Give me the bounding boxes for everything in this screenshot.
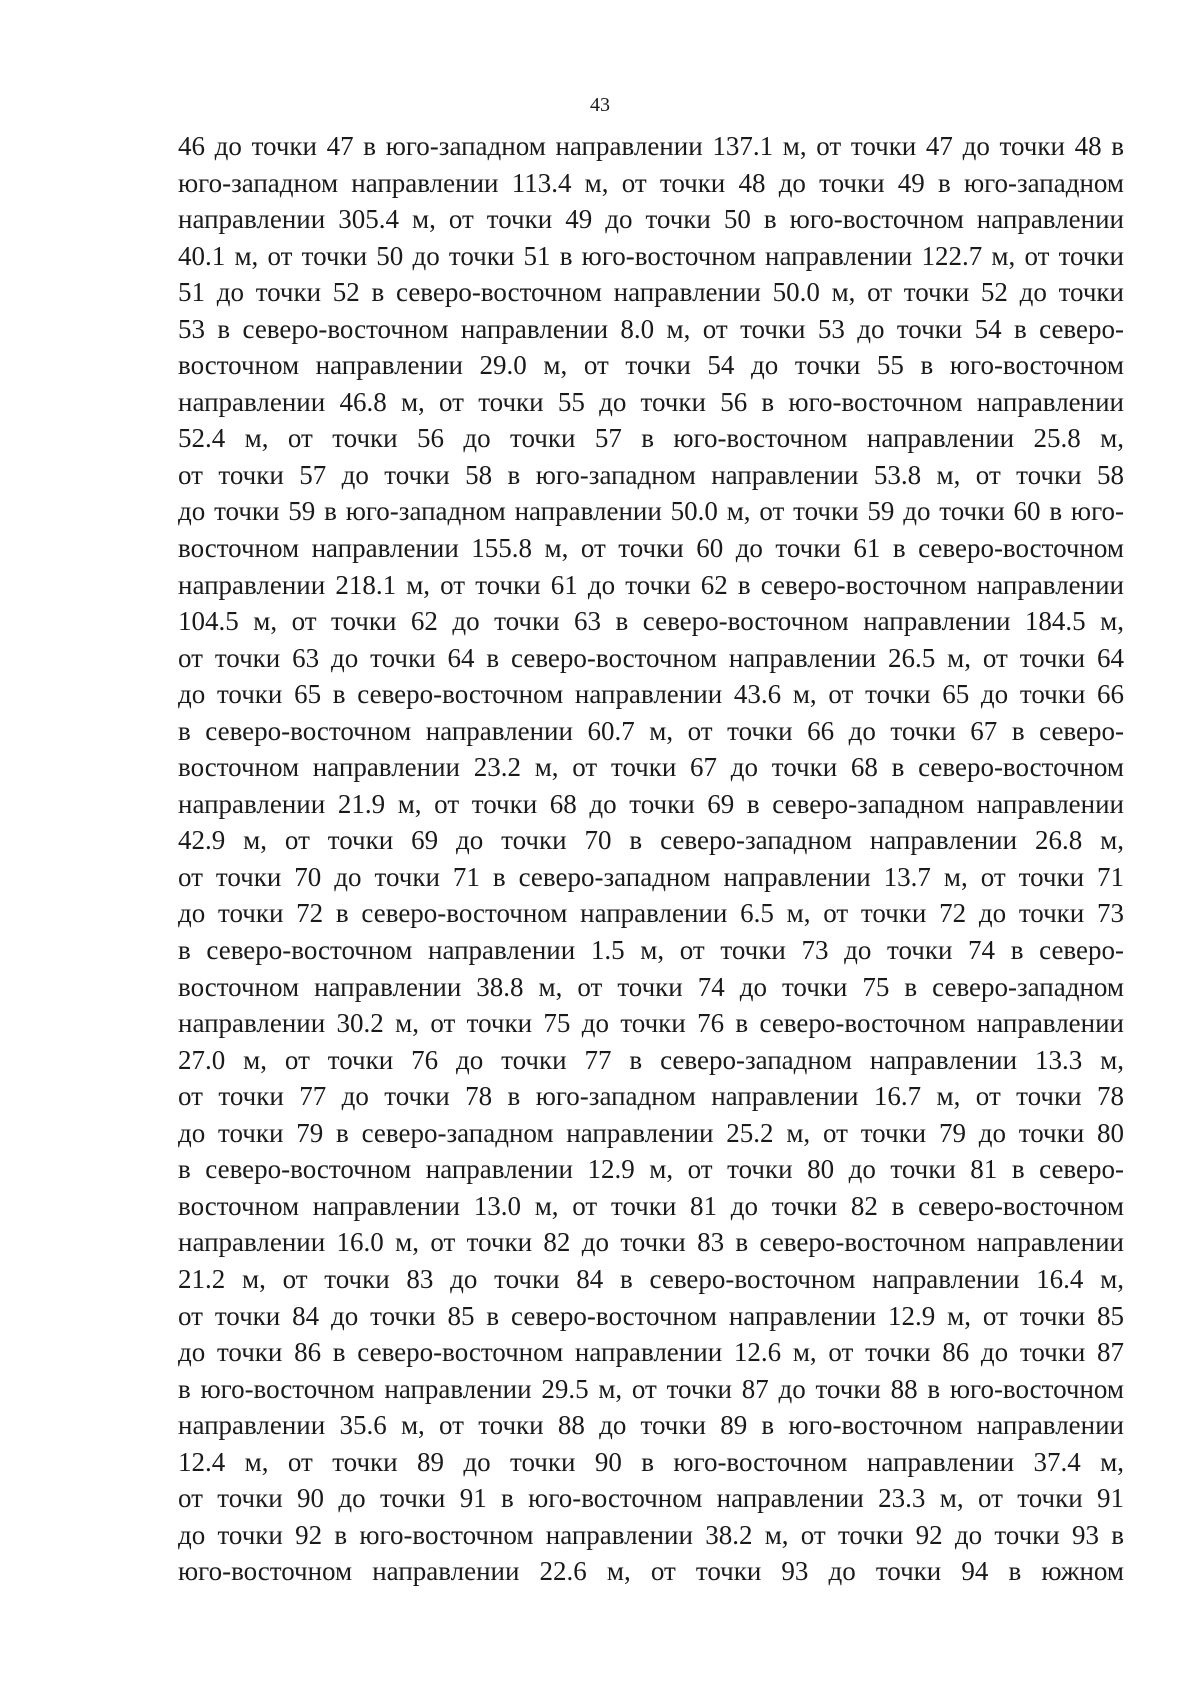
text-line: в северо-восточном направлении 12.9 м, от точки 80 до точки 81 в северо- (178, 1154, 1124, 1185)
text-line: в юго-восточном направлении 29.5 м, от точки 87 до точки 88 в юго-восточном (178, 1373, 1124, 1404)
text-line: 42.9 м, от точки 69 до точки 70 в северо-западном направлении 26.8 м, (178, 825, 1124, 856)
text-line: юго-западном направлении 113.4 м, от точки 48 до точки 49 в юго-западном (178, 167, 1124, 198)
text-line: в северо-восточном направлении 60.7 м, от точки 66 до точки 67 в северо- (178, 715, 1124, 746)
text-line: направлении 35.6 м, от точки 88 до точки 89 в юго-восточном направлении (178, 1410, 1124, 1441)
text-line: восточном направлении 29.0 м, от точки 54 до точки 55 в юго-восточном (178, 350, 1124, 381)
text-line: 53 в северо-восточном направлении 8.0 м, от точки 53 до точки 54 в северо- (178, 313, 1124, 344)
text-line: от точки 70 до точки 71 в северо-западном направлении 13.7 м, от точки 71 (178, 861, 1124, 892)
text-line: 21.2 м, от точки 83 до точки 84 в северо-восточном направлении 16.4 м, (178, 1263, 1124, 1294)
text-line: направлении 21.9 м, от точки 68 до точки 69 в северо-западном направлении (178, 788, 1124, 819)
text-line: восточном направлении 13.0 м, от точки 81 до точки 82 в северо-восточном (178, 1190, 1124, 1221)
text-line: до точки 86 в северо-восточном направлении 12.6 м, от точки 86 до точки 87 (178, 1337, 1124, 1368)
text-line: до точки 79 в северо-западном направлении 25.2 м, от точки 79 до точки 80 (178, 1117, 1124, 1148)
text-line: 12.4 м, от точки 89 до точки 90 в юго-восточном направлении 37.4 м, (178, 1446, 1124, 1477)
body-text (178, 128, 1124, 1590)
text-line: направлении 16.0 м, от точки 82 до точки 83 в северо-восточном направлении (178, 1227, 1124, 1258)
text-line: в северо-восточном направлении 1.5 м, от точки 73 до точки 74 в северо- (178, 935, 1124, 966)
text-line: юго-восточном направлении 22.6 м, от точки 93 до точки 94 в южном (178, 1556, 1124, 1587)
text-line: 52.4 м, от точки 56 до точки 57 в юго-восточном направлении 25.8 м, (178, 423, 1124, 454)
text-line: направлении 30.2 м, от точки 75 до точки 76 в северо-восточном направлении (178, 1008, 1124, 1039)
text-line: до точки 59 в юго-западном направлении 50.0 м, от точки 59 до точки 60 в юго- (178, 496, 1124, 527)
text-line: восточном направлении 38.8 м, от точки 74 до точки 75 в северо-западном (178, 971, 1124, 1002)
text-line: 27.0 м, от точки 76 до точки 77 в северо-западном направлении 13.3 м, (178, 1044, 1124, 1075)
text-line: до точки 72 в северо-восточном направлении 6.5 м, от точки 72 до точки 73 (178, 898, 1124, 929)
text-line: направлении 218.1 м, от точки 61 до точки 62 в северо-восточном направлении (178, 569, 1124, 600)
text-line: восточном направлении 23.2 м, от точки 67 до точки 68 в северо-восточном (178, 752, 1124, 783)
text-line: от точки 77 до точки 78 в юго-западном направлении 16.7 м, от точки 78 (178, 1081, 1124, 1112)
text-line: 51 до точки 52 в северо-восточном направлении 50.0 м, от точки 52 до точки (178, 277, 1124, 308)
text-line: от точки 84 до точки 85 в северо-восточном направлении 12.9 м, от точки 85 (178, 1300, 1124, 1331)
text-line: направлении 46.8 м, от точки 55 до точки 56 в юго-восточном направлении (178, 386, 1124, 417)
text-line: направлении 305.4 м, от точки 49 до точки 50 в юго-восточном направлении (178, 204, 1124, 235)
text-line: 104.5 м, от точки 62 до точки 63 в северо-восточном направлении 184.5 м, (178, 606, 1124, 637)
text-line: восточном направлении 155.8 м, от точки 60 до точки 61 в северо-восточном (178, 533, 1124, 564)
page-number: 43 (590, 94, 610, 116)
text-line: от точки 57 до точки 58 в юго-западном направлении 53.8 м, от точки 58 (178, 459, 1124, 490)
text-line: от точки 90 до точки 91 в юго-восточном направлении 23.3 м, от точки 91 (178, 1483, 1124, 1514)
text-line: 46 до точки 47 в юго-западном направлении 137.1 м, от точки 47 до точки 48 в (178, 131, 1124, 161)
text-line: от точки 63 до точки 64 в северо-восточном направлении 26.5 м, от точки 64 (178, 642, 1124, 673)
text-line: до точки 65 в северо-восточном направлении 43.6 м, от точки 65 до точки 66 (178, 679, 1124, 710)
text-line: 40.1 м, от точки 50 до точки 51 в юго-восточном направлении 122.7 м, от точки (178, 240, 1124, 271)
text-line: до точки 92 в юго-восточном направлении 38.2 м, от точки 92 до точки 93 в (178, 1519, 1124, 1550)
